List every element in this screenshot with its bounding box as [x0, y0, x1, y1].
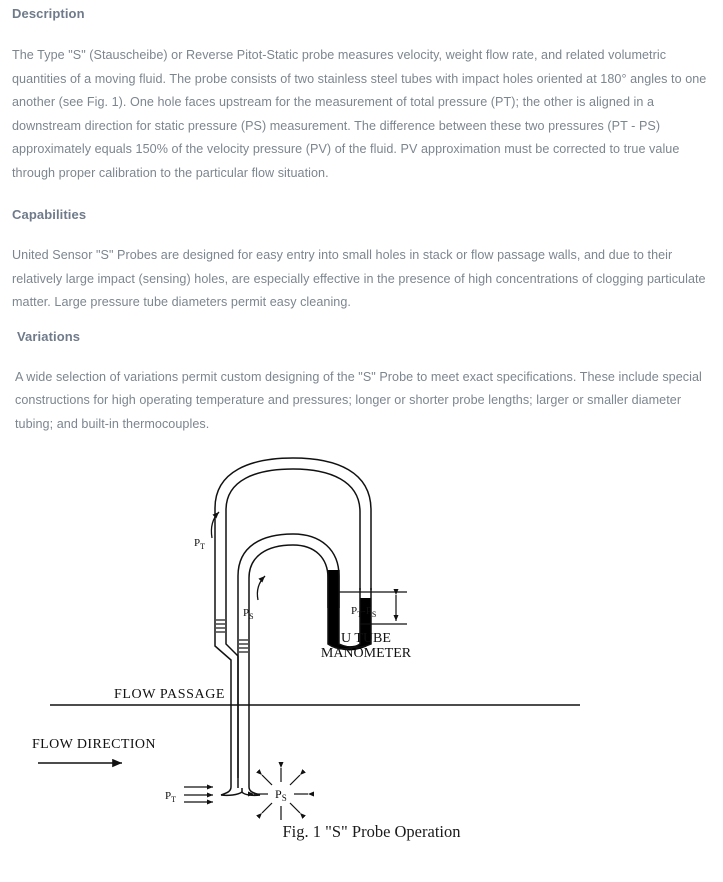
tip-static-pressure-label: $P_S$ — [275, 787, 287, 803]
tube-ferrules — [216, 620, 248, 652]
static-pressure-label: $P_S$ — [243, 607, 254, 621]
spacer — [10, 185, 713, 207]
manometer-diff-label: $P_T-P_S$ — [351, 605, 377, 619]
section-heading-variations: Variations — [17, 328, 81, 344]
flow-direction-label: FLOW DIRECTION — [32, 737, 156, 752]
static-pressure-tube — [238, 534, 339, 648]
s-probe-diagram — [10, 448, 723, 820]
manometer-title-line1: U TUBE — [341, 631, 391, 646]
tip-total-pressure-label: $P_T$ — [165, 790, 177, 804]
pressure-differential-indicator — [339, 592, 407, 624]
probe-tip — [221, 778, 260, 795]
section-paragraph-capabilities: United Sensor "S" Probes are designed for easy entry into small holes in stack or flow passage walls, and due to their relatively large impact (sensing) holes, are especially effective in the presence of high concentrations of clogging particulate matter. Large pressure tube diameters permit easy cleaning. — [12, 248, 706, 309]
figure-caption: Fig. 1 "S" Probe Operation — [282, 822, 461, 841]
probe-stems — [215, 626, 249, 778]
section-paragraph-variations: A wide selection of variations permit custom designing of the "S" Probe to meet exact specifications. These include special constructions for high operating temperature and pressures; longer or shorter probe lengths; larger or smaller diameter tubing; and built-in thermocouples. — [15, 369, 702, 431]
static-pressure-flow-arrow — [257, 576, 265, 600]
section-heading-description: Description — [12, 6, 85, 21]
section-paragraph-description: The Type "S" (Stauscheibe) or Reverse Pitot-Static probe measures velocity, weight flow rate, and related volumetric quantities of a moving fluid. The probe consists of two stainless steel tubes with impact holes oriented at 180° angles to one another (see Fig. 1). One hole faces upstream for the measurement of total pressure (PT); the other is aligned in a downstream direction for static pressure (PS) measurement. The difference between these two pressures (PT - PS) approximately equals 150% of the velocity pressure (PV) of the fluid. PV approximation must be corrected to true value through proper calibration to the particular flow situation. — [12, 48, 707, 180]
manometer-title-line2: MANOMETER — [320, 646, 412, 661]
document-page — [0, 6, 723, 841]
section-heading-capabilities: Capabilities — [12, 207, 87, 222]
total-pressure-label: $P_T$ — [194, 537, 206, 551]
spacer — [10, 436, 713, 448]
tip-total-pressure-arrows — [184, 787, 213, 802]
spacer — [10, 315, 713, 329]
figure-s-probe-operation — [10, 448, 723, 841]
flow-passage-label: FLOW PASSAGE — [114, 687, 226, 702]
